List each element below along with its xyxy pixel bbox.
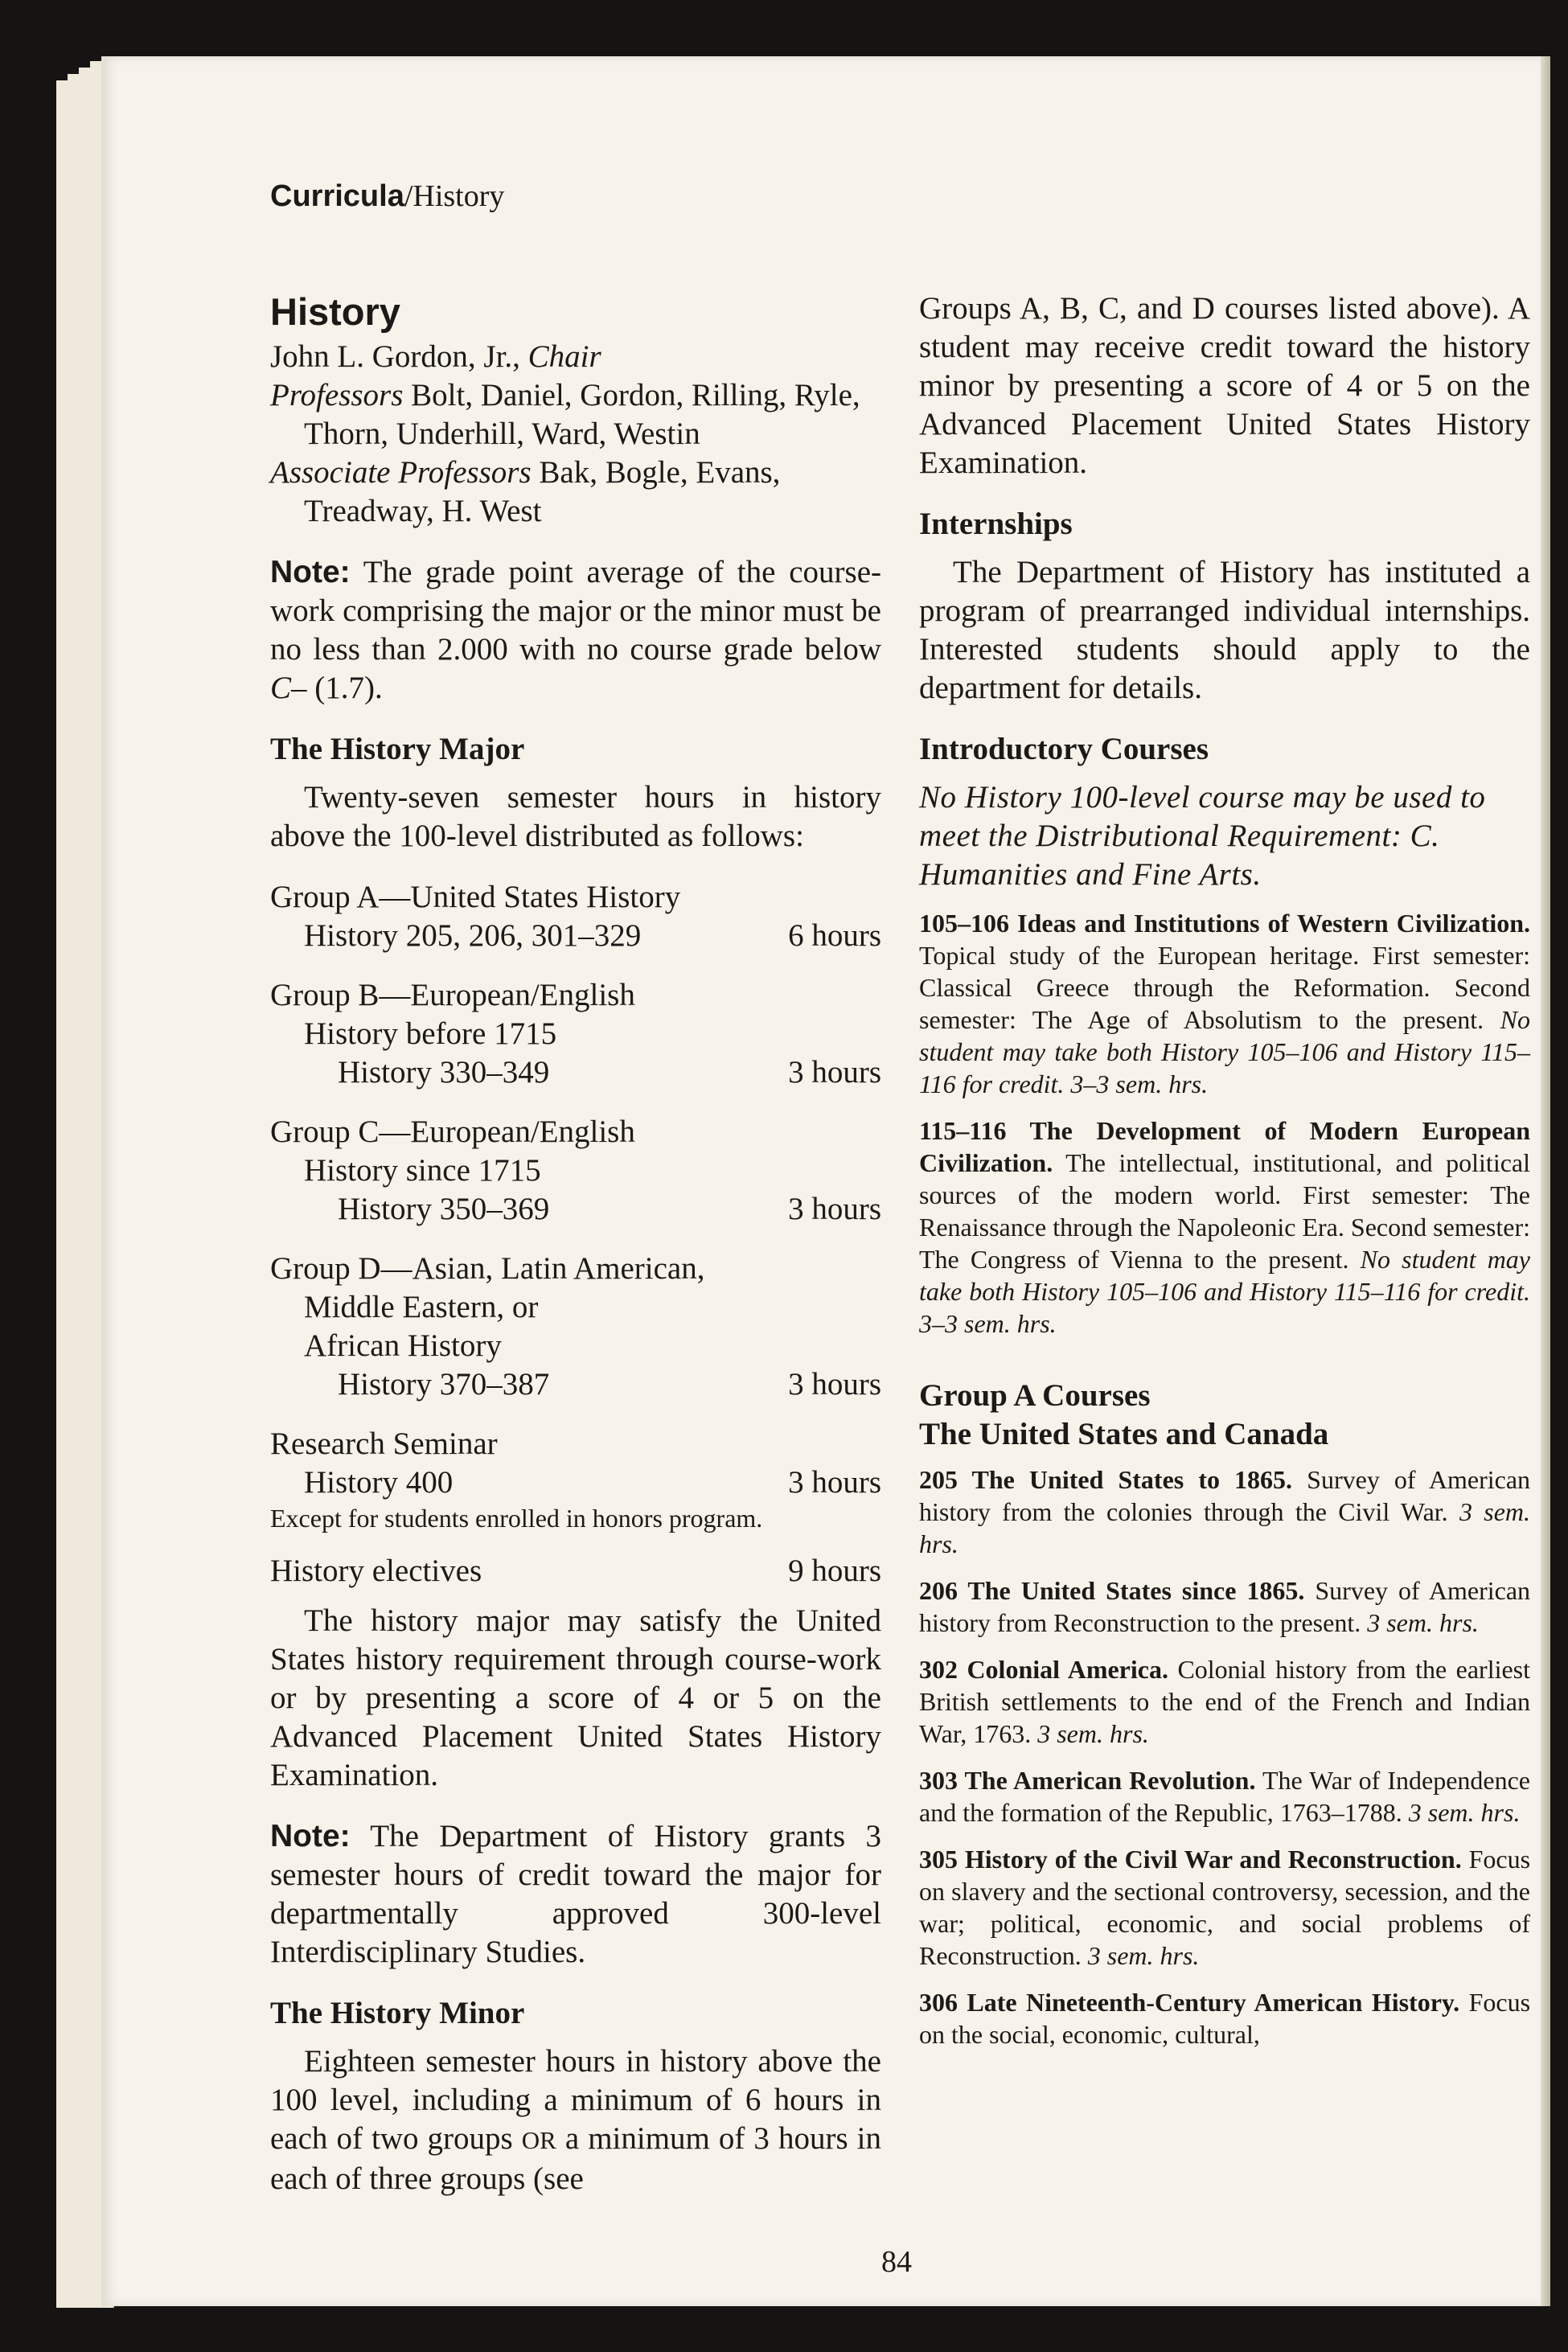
group-b — [270, 976, 881, 1092]
course-303 — [919, 1764, 1530, 1829]
grade-note — [270, 553, 881, 708]
course-desc: The intellectual, institutional, and political sources of the modern world. First semester: The Renaissance through the Napoleonic Era. Second semester: The Congress of Vienna to the present. — [919, 1148, 1530, 1274]
running-head-section: Curricula — [270, 179, 404, 213]
page-gutter — [1541, 56, 1550, 2306]
department-title: History — [270, 290, 400, 333]
course-credit: 3 sem. hrs. — [1087, 1941, 1200, 1970]
research-seminar — [270, 1425, 881, 1534]
electives-hours: 9 hours — [788, 1554, 881, 1588]
note-label: Note: — [270, 555, 351, 589]
course-desc: Colonial history from the earliest British settlements to the end of the French and Indian War, 1763. — [919, 1655, 1531, 1748]
group-d-sub-2: African History — [304, 1328, 502, 1363]
group-c-courses: History 350–369 — [338, 1192, 550, 1226]
chair-label: Chair — [527, 339, 601, 374]
minor-or: OR — [521, 2126, 556, 2154]
group-a-region-heading: The United States and Canada — [919, 1417, 1329, 1451]
associate-names-2: Treadway, H. West — [304, 494, 542, 528]
course-title: 302 Colonial America. — [919, 1655, 1168, 1684]
minor-continuation: Groups A, B, C, and D courses listed above). A student may receive credit toward the history minor by presenting a score of 4 or 5 on the Advanced Placement United States History Examination. — [919, 291, 1530, 480]
minor-text-b: a minimum of 3 hours in each of three groups (see — [270, 2121, 882, 2196]
minor-paragraph — [270, 2042, 881, 2198]
note-text: The grade point average of the course-work comprising the major or the minor must be no less than 2.000 with no course grade below — [270, 555, 882, 667]
major-paragraph: The history major may satisfy the United States history requirement through course-work or by presenting a score of 4 or 5 on the Advanced Placement United States History Examination. — [270, 1603, 881, 1792]
group-c-row — [270, 1190, 881, 1229]
associate-names-1: Bak, Bogle, Evans, — [539, 455, 781, 490]
course-title: 303 The American Revolution. — [919, 1766, 1256, 1795]
course-title: 306 Late Nineteenth-Century American History. — [919, 1988, 1460, 2017]
note-grade: C– — [270, 671, 307, 705]
introductory-heading: Introductory Courses — [919, 732, 1209, 766]
group-b-row — [270, 1053, 881, 1092]
note2-label: Note: — [270, 1819, 351, 1853]
introductory-note: No History 100-level course may be used to meet the Distributional Requirement: C. Humanities and Fine Arts. — [919, 780, 1486, 892]
course-305 — [919, 1843, 1530, 1972]
seminar-hours: 3 hours — [788, 1465, 881, 1500]
course-title: 115–116 The Development of Modern European Civilization. — [919, 1116, 1530, 1177]
course-credit: 3 sem. hrs. — [1037, 1719, 1149, 1748]
group-a-hours: 6 hours — [788, 918, 881, 953]
group-c-title: Group C—European/English — [270, 1114, 635, 1149]
chair-name: John L. Gordon, Jr., — [270, 339, 520, 374]
right-column — [919, 289, 1530, 2065]
course-credit: 3 sem. hrs. — [1408, 1798, 1521, 1827]
professors-names-2: Ryle, Thorn, Underhill, Ward, Westin — [304, 378, 860, 451]
course-206 — [919, 1574, 1530, 1639]
course-302 — [919, 1653, 1530, 1750]
group-c-hours: 3 hours — [788, 1192, 881, 1226]
group-b-sub: History before 1715 — [304, 1016, 557, 1051]
group-b-courses: History 330–349 — [338, 1055, 550, 1090]
seminar-note: Except for students enrolled in honors program. — [270, 1504, 763, 1533]
course-credit: 3 sem. hrs. — [1367, 1608, 1479, 1637]
note-end: (1.7). — [314, 671, 383, 705]
course-306 — [919, 1986, 1530, 2050]
course-desc: The War of Independence and the formation of the Republic, 1763–1788. — [919, 1766, 1531, 1827]
note2-text: The Department of History grants 3 semester hours of credit toward the major for departmentally approved 300-level Interdisciplinary Studies. — [270, 1819, 881, 1969]
seminar-row — [270, 1463, 881, 1502]
course-title: 305 History of the Civil War and Reconstruction. — [919, 1845, 1462, 1874]
course-desc: Focus on the social, economic, cultural, — [919, 1988, 1531, 2049]
group-a — [270, 878, 881, 955]
group-b-title: Group B—European/English — [270, 978, 635, 1012]
internships-heading: Internships — [919, 507, 1073, 541]
course-credit: 3 sem. hrs. — [919, 1497, 1531, 1558]
course-desc: Focus on slavery and the sectional controversy, secession, and the war; political, economic, and social problems of Reconstruction. — [919, 1845, 1531, 1970]
group-d — [270, 1250, 881, 1404]
electives-label: History electives — [270, 1554, 482, 1588]
course-title: 206 The United States since 1865. — [919, 1576, 1305, 1605]
running-head — [270, 179, 504, 214]
minor-heading: The History Minor — [270, 1996, 525, 2030]
group-c — [270, 1113, 881, 1229]
course-desc: Survey of American history from the colonies through the Civil War. — [919, 1465, 1531, 1526]
group-b-hours: 3 hours — [788, 1055, 881, 1090]
major-intro: Twenty-seven semester hours in history above the 100-level distributed as follows: — [270, 780, 881, 853]
course-credit: No student may take both History 105–106 and History 115–116 for credit. 3–3 sem. hrs. — [919, 1005, 1531, 1098]
group-d-courses: History 370–387 — [338, 1367, 550, 1402]
group-d-row — [270, 1365, 881, 1404]
electives-row — [270, 1552, 881, 1591]
seminar-course: History 400 — [304, 1465, 454, 1500]
professors-line — [270, 376, 881, 454]
course-title: 105–106 Ideas and Institutions of Western Civilization. — [919, 909, 1530, 938]
group-d-title: Group D—Asian, Latin American, — [270, 1251, 705, 1286]
running-head-subject: /History — [404, 179, 505, 213]
course-205 — [919, 1463, 1530, 1560]
internships-paragraph: The Department of History has instituted a program of prearranged individual internships. Interested students should apply to the department for details. — [919, 555, 1530, 705]
group-a-courses-heading: Group A Courses — [919, 1378, 1151, 1413]
group-a-title: Group A—United States History — [270, 880, 681, 914]
associate-professors-label: Associate Professors — [270, 455, 532, 490]
course-credit: No student may take both History 105–106 and History 115–116 for credit. 3–3 sem. hrs. — [919, 1245, 1531, 1338]
course-115 — [919, 1114, 1530, 1340]
minor-text-a: Eighteen semester hours in history above the 100 level, including a minimum of 6 hours in each of two groups — [270, 2044, 881, 2156]
group-a-row — [270, 917, 881, 955]
group-d-sub-1: Middle Eastern, or — [304, 1290, 539, 1324]
left-column — [270, 289, 881, 2198]
group-c-sub: History since 1715 — [304, 1153, 541, 1188]
professors-names-1: Bolt, Daniel, Gordon, Rilling, — [411, 378, 787, 413]
group-a-courses: History 205, 206, 301–329 — [304, 918, 642, 953]
course-105 — [919, 907, 1530, 1100]
course-desc: Survey of American history from Reconstruction to the present. — [919, 1576, 1531, 1637]
professors-label: Professors — [270, 378, 404, 413]
course-desc: Topical study of the European heritage. First semester: Classical Greece through the Reformation. Second semester: The Age of Absolutism to the present. — [919, 941, 1530, 1034]
major-heading: The History Major — [270, 732, 525, 766]
course-title: 205 The United States to 1865. — [919, 1465, 1293, 1494]
group-d-hours: 3 hours — [788, 1367, 881, 1402]
chair-line — [270, 338, 881, 376]
page-number: 84 — [881, 2245, 912, 2279]
associate-professors-line — [270, 454, 881, 531]
seminar-title: Research Seminar — [270, 1426, 498, 1461]
interdisciplinary-note — [270, 1817, 881, 1972]
